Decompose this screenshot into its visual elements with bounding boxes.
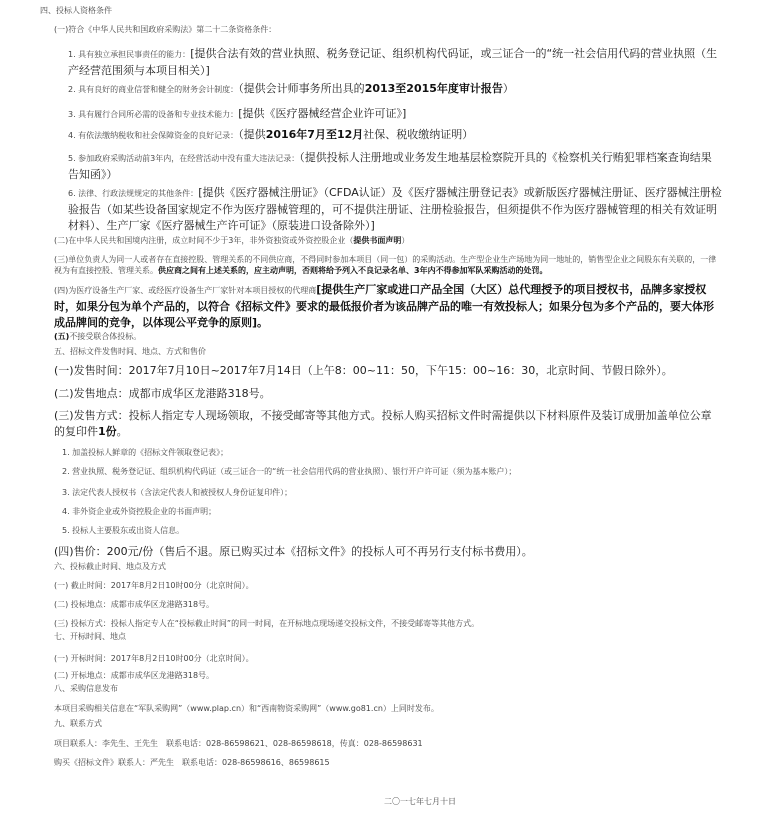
qual-item-1 [54, 46, 722, 79]
material-item: 2. 营业执照、税务登记证、组织机构代码证（或三证合一的“统一社会信用代码的营业执照）、银行开户许可证（须为基本账户）； [62, 467, 517, 476]
material-item: 4. 非外资企业或外资控股企业的书面声明； [62, 507, 217, 516]
material-item: 3. 法定代表人授权书（含法定代表人和被授权人身份证复印件）； [62, 488, 293, 497]
sale-price: (四)售价：200元/份（售后不退。原已购买过本《招标文件》的投标人可不再另行支付标书费用）。 [54, 545, 533, 558]
qual-item-4-note-bold: 2016年7月至12月 [265, 128, 364, 141]
sale-place: (二)发售地点：成都市成华区龙港路318号。 [54, 387, 271, 400]
qual-item-5-label: 5. 参加政府采购活动前3年内，在经营活动中没有重大违法记录： [68, 154, 300, 163]
heading-qualifications: 四、投标人资格条件 [40, 6, 112, 15]
qual-item-4 [68, 128, 473, 143]
sale-method-end: 。 [116, 425, 128, 438]
qual-b-text: (二)在中华人民共和国境内注册，成立时间不少于3年，非外资独资或外资控股企业（ [54, 236, 354, 245]
qual-item-3 [68, 107, 406, 122]
material-item: 5. 投标人主要股东或出资人信息。 [62, 526, 185, 535]
qual-d [54, 282, 722, 331]
qual-e [54, 332, 141, 342]
deadline-time: (一) 截止时间：2017年8月2日10时00分（北京时间）。 [54, 581, 254, 590]
qual-item-5-note: （提供投标人注册地或业务发生地基层检察院开具的《检察机关行贿犯罪档案查询结果告知函》） [68, 151, 712, 181]
qual-item-2-label: 2. 具有良好的商业信誉和健全的财务会计制度： [68, 85, 239, 94]
heading-contact: 九、联系方式 [54, 719, 102, 728]
qual-item-1-note: [提供合法有效的营业执照、税务登记证、组织机构代码证，或三证合一的“统一社会信用代码的营业执照（生产经营范围须与本项目相关）] [68, 47, 718, 77]
qual-item-4-note-post: 社保、税收缴纳证明） [363, 128, 474, 141]
document-date: 二〇一七年七月十日 [384, 797, 456, 806]
deadline-place: (二) 投标地点：成都市成华区龙港路318号。 [54, 600, 215, 609]
sale-method [54, 408, 722, 440]
contact-project: 项目联系人：李先生、王先生 联系电话：028-86598621、028-86598618，传真：028-86598631 [54, 739, 423, 748]
deadline-method: (三) 投标方式：投标人指定专人在“投标截止时间”的同一时间，在开标地点现场递交投标文件，不接受邮寄等其他方式。 [54, 619, 480, 628]
heading-deadline: 六、投标截止时间、地点及方式 [54, 562, 166, 571]
qual-e-text: 不接受联合体投标。 [69, 332, 142, 341]
sale-time: (一)发售时间：2017年7月10日~2017年7月14日（上午8：00~11：50，下午15：00~16：30，北京时间、节假日除外）。 [54, 364, 673, 377]
sale-method-text: (三)发售方式：投标人指定专人现场领取，不接受邮寄等其他方式。投标人购买招标文件时需提供以下材料原件及装订成册加盖单位公章的复印件 [54, 409, 712, 438]
qual-item-3-label: 3. 具有履行合同所必需的设备和专业技术能力： [68, 110, 239, 119]
qual-d-small: (四)为医疗设备生产厂家、或经医疗设备生产厂家针对本项目授权的代理商 [54, 286, 317, 295]
qual-item-2-note-pre: （提供会计师事务所出具的 [238, 82, 365, 95]
qual-item-1-label: 1. 具有独立承担民事责任的能力： [68, 50, 191, 59]
qual-item-2-note-post: ） [502, 82, 514, 95]
material-item: 1. 加盖投标人鲜章的《招标文件领取登记表》； [62, 448, 229, 457]
qual-item-6 [54, 185, 722, 234]
qual-b [54, 236, 409, 246]
publish-info: 本项目采购相关信息在“军队采购网”（www.plap.cn）和“西南物资采购网”（www.go81.cn）上同时发布。 [54, 704, 439, 713]
qual-item-4-label: 4. 有依法缴纳税收和社会保障资金的良好记录： [68, 131, 239, 140]
heading-sale: 五、招标文件发售时间、地点、方式和售价 [54, 347, 206, 356]
qual-e-bold: (五) [54, 332, 70, 341]
heading-publish: 八、采购信息发布 [54, 684, 118, 693]
opening-place: (二) 开标地点：成都市成华区龙港路318号。 [54, 671, 215, 680]
heading-opening: 七、开标时间、地点 [54, 632, 126, 641]
contact-purchase: 购买《招标文件》联系人：严先生 联系电话：028-86598616、86598615 [54, 758, 330, 767]
qual-d-big: [提供生产厂家或进口产品全国（大区）总代理授予的项目授权书，品牌多家授权时，如果分包为单个产品的，以符合《招标文件》要求的最低报价者为该品牌产品的唯一有效投标人；如果分包为多个产品的，要大体形成品牌间的竞争，以体现公平竞争的原则]。 [54, 283, 714, 329]
qual-item-3-note: [提供《医疗器械经营企业许可证》] [238, 107, 407, 120]
qual-c [54, 254, 722, 276]
qual-intro: (一)符合《中华人民共和国政府采购法》第二十二条资格条件： [54, 25, 277, 34]
qual-item-2-note-bold: 2013至2015年度审计报告 [364, 82, 503, 95]
qual-item-6-note: [提供《医疗器械注册证》（CFDA认证）及《医疗器械注册登记表》或新版医疗器械注册证、医疗器械注册检验报告（如某些设备国家规定不作为医疗器械管理的，可不提供注册证、注册检验报告，但须提供不作为医疗器械管理的相关有效证明材料）、生产厂家《医疗器械生产许可证》（原装进口设备除外）] [68, 186, 722, 232]
opening-time: (一) 开标时间：2017年8月2日10时00分（北京时间）。 [54, 654, 254, 663]
sale-method-bold: 1份 [98, 425, 117, 438]
qual-item-2 [68, 82, 514, 97]
qual-item-4-note-pre: （提供 [238, 128, 266, 141]
qual-c-bold: 供应商之间有上述关系的，应主动声明，否则将给予列入不良记录名单、3年内不得参加军队采购活动的处罚。 [158, 266, 548, 275]
qual-b-bold: 提供书面声明 [353, 236, 402, 245]
qual-item-5 [54, 150, 722, 183]
qual-c-text: (三)单位负责人为同一人或者存在直接控股、管理关系的不同供应商，不得同时参加本项目（同一包）的采购活动。生产型企业生产场地为同一地址的，销售型企业之间股东有关联的，一律视为有直接控股、管理关系。 [54, 255, 717, 275]
qual-b-end: ） [401, 236, 410, 245]
qual-item-6-label: 6. 法律、行政法规规定的其他条件： [68, 189, 199, 198]
